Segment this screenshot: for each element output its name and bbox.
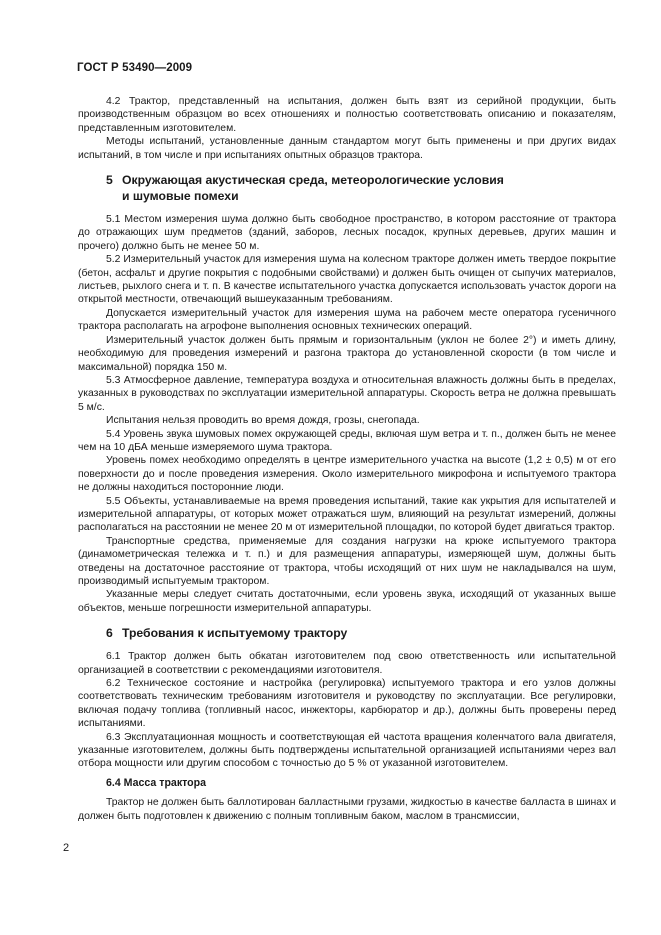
paragraph: Трактор не должен быть баллотирован балластными грузами, жидкостью в качестве балласта в шинах и должен быть подготовлен к движению с полным топливным баком, маслом в трансмиссии, [78, 797, 616, 822]
page-number: 2 [63, 842, 70, 854]
paragraph: 5.5 Объекты, устанавливаемые на время проведения испытаний, такие как укрытия для испытателей и измерительной аппаратуры, от которых может отражаться шум, влияющий на результат измерений, должны располагаться на расстоянии не менее 20 м от измерительной площадки, по которой будет двигаться трактор. [78, 495, 616, 534]
paragraph: 6.3 Эксплуатационная мощность и соответствующая ей частота вращения коленчатого вала двигателя, указанные изготовителем, должны быть подтверждены испытательной организацией испытаниями через вал отбора мощности или другим способом с точностью до 5 % от указанной изготовителем. [78, 731, 616, 770]
paragraph: 5.1 Местом измерения шума должно быть свободное пространство, в котором расстояние от трактора до отражающих шум предметов (зданий, заборов, лесных посадок, крупных деревьев, других машин и прочего) должно быть не менее 50 м. [78, 214, 616, 252]
section-title-line-2: и шумовые помехи [122, 189, 239, 204]
section-number: 6 [106, 626, 113, 641]
paragraph: 5.3 Атмосферное давление, температура воздуха и относительная влажность должны быть в пределах, указанных в руководствах по эксплуатации измерительной аппаратуры. Скорость ветра не должна превышать 5 м/с. [78, 374, 616, 413]
paragraph: 5.2 Измерительный участок для измерения шума на колесном тракторе должен иметь твердое покрытие (бетон, асфальт и другие покрытия с подобными свойствами) и должен быть очищен от сыпучих материалов, листьев, рыхлого снега и т. п. В качестве испытательного участка допускается использовать участок дороги на открытой местности, отвечающий вышеуказанным требованиям. [78, 254, 616, 306]
paragraph: Транспортные средства, применяемые для создания нагрузки на крюке испытуемого трактора (динамометрическая тележка и т. п.) и для размещения аппаратуры, измеряющей шум, должны быть отведены на достаточное расстояние от трактора, чтобы исходящий от них шум не накладывался на шум, производимый испытуемым трактором. [78, 535, 616, 587]
document-body [78, 95, 616, 823]
section-title: Требования к испытуемому трактору [122, 626, 348, 641]
section-title-line-1: Окружающая акустическая среда, метеорологические условия [122, 173, 504, 188]
standard-header: ГОСТ Р 53490—2009 [77, 62, 193, 74]
paragraph: Испытания нельзя проводить во время дождя, грозы, снегопада. [106, 415, 420, 427]
paragraph: Уровень помех необходимо определять в центре измерительного участка на высоте (1,2 ± 0,5) м от его поверхности до и после проведения измерения. Около измерительного микрофона и испытуемого трактора не должны находиться посторонние люди. [78, 455, 616, 494]
paragraph: Допускается измерительный участок для измерения шума на рабочем месте оператора гусеничного трактора располагать на агрофоне выполнения основных технических операций. [78, 307, 616, 333]
paragraph: 6.1 Трактор должен быть обкатан изготовителем под свою ответственность или испытательной организацией в соответствии с рекомендациями изготовителя. [78, 651, 616, 676]
paragraph: 6.2 Техническое состояние и настройка (регулировка) испытуемого трактора и его узлов должны соответствовать техническим требованиям изготовителя и руководству по эксплуатации. Все регулировки, включая подачу топлива (топливный насос, инжекторы, карбюратор и др.), должны быть проверены перед испытаниями. [78, 678, 616, 730]
paragraph: Указанные меры следует считать достаточными, если уровень звука, исходящий от указанных выше объектов, меньше погрешности измерительной аппаратуры. [78, 589, 616, 614]
paragraph: Измерительный участок должен быть прямым и горизонтальным (уклон не более 2°) и иметь длину, необходимую для проведения измерений и разгона трактора до установленной скорости (в том числе и максимальной) порядка 150 м. [78, 334, 616, 373]
subsection-6-4-heading: 6.4 Масса трактора [106, 776, 206, 789]
paragraph: 4.2 Трактор, представленный на испытания, должен быть взят из серийной продукции, быть производственным образцом во всех отношениях и полностью соответствовать описанию и показателям, представленным изготовителем. [78, 96, 616, 134]
section-5-heading [78, 172, 616, 204]
section-6-heading [78, 625, 616, 641]
paragraph: 5.4 Уровень звука шумовых помех окружающей среды, включая шум ветра и т. п., должен быть не менее чем на 10 дБА меньше измеряемого шума трактора. [78, 428, 616, 453]
section-number: 5 [106, 173, 113, 188]
paragraph: Методы испытаний, установленные данным стандартом могут быть применены и при других видах испытаний, в том числе и при испытаниях опытных образцов трактора. [78, 136, 616, 161]
